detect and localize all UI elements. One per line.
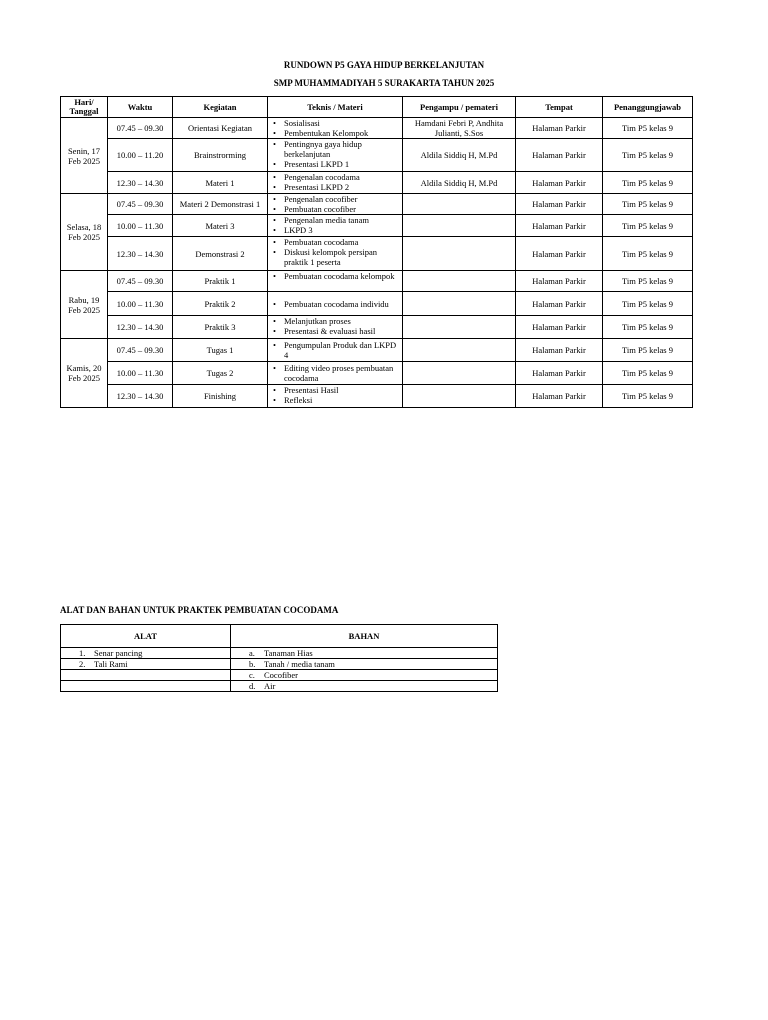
column-header: Penanggungjawab bbox=[603, 97, 693, 118]
activity-cell: Praktik 2 bbox=[173, 292, 268, 316]
column-header: Hari/ Tanggal bbox=[61, 97, 108, 118]
tempat-cell: Halaman Parkir bbox=[516, 385, 603, 408]
materi-list bbox=[272, 363, 400, 383]
materi-list bbox=[272, 215, 400, 235]
activity-cell: Praktik 1 bbox=[173, 271, 268, 292]
table-header-row bbox=[61, 97, 693, 118]
column-header: Teknis / Materi bbox=[268, 97, 403, 118]
table-row bbox=[61, 659, 498, 670]
time-cell: 12.30 – 14.30 bbox=[108, 385, 173, 408]
pengampu-cell bbox=[403, 194, 516, 215]
materi-item: • Diskusi kelompok persipan praktik 1 peserta bbox=[272, 247, 400, 267]
time-cell: 12.30 – 14.30 bbox=[108, 172, 173, 194]
tempat-cell: Halaman Parkir bbox=[516, 118, 603, 139]
materi-item: • Presentasi LKPD 2 bbox=[272, 182, 400, 192]
time-cell: 07.45 – 09.30 bbox=[108, 271, 173, 292]
pengampu-cell bbox=[403, 271, 516, 292]
materi-cell bbox=[268, 139, 403, 172]
list-marker: a. bbox=[249, 648, 255, 658]
table-row bbox=[61, 670, 498, 681]
table-row bbox=[61, 172, 693, 194]
materi-list bbox=[272, 340, 400, 360]
activity-cell: Materi 1 bbox=[173, 172, 268, 194]
bahan-cell bbox=[231, 681, 498, 692]
tempat-cell: Halaman Parkir bbox=[516, 292, 603, 316]
time-cell: 07.45 – 09.30 bbox=[108, 339, 173, 362]
list-marker: 1. bbox=[79, 648, 86, 658]
time-cell: 10.00 – 11.30 bbox=[108, 362, 173, 385]
time-cell: 12.30 – 14.30 bbox=[108, 237, 173, 271]
table-row bbox=[61, 362, 693, 385]
materi-item: • Editing video proses pembuatan cocodama bbox=[272, 363, 400, 383]
materi-list bbox=[272, 118, 400, 138]
materi-list bbox=[272, 299, 400, 309]
pj-cell: Tim P5 kelas 9 bbox=[603, 172, 693, 194]
materi-item: • Pembuatan cocodama bbox=[272, 237, 400, 247]
materi-list bbox=[272, 316, 400, 336]
activity-cell: Demonstrasi 2 bbox=[173, 237, 268, 271]
materi-cell bbox=[268, 215, 403, 237]
time-cell: 10.00 – 11.30 bbox=[108, 215, 173, 237]
table-row bbox=[61, 316, 693, 339]
materi-item: • Pembentukan Kelompok bbox=[272, 128, 400, 138]
tempat-cell: Halaman Parkir bbox=[516, 339, 603, 362]
table-row bbox=[61, 271, 693, 292]
activity-cell: Materi 3 bbox=[173, 215, 268, 237]
tempat-cell: Halaman Parkir bbox=[516, 316, 603, 339]
pengampu-cell bbox=[403, 339, 516, 362]
materi-cell bbox=[268, 237, 403, 271]
section-title: ALAT DAN BAHAN UNTUK PRAKTEK PEMBUATAN COCODAMA bbox=[60, 605, 339, 615]
materi-cell bbox=[268, 316, 403, 339]
pj-cell: Tim P5 kelas 9 bbox=[603, 139, 693, 172]
bahan-item: Air bbox=[264, 681, 276, 691]
materi-item: • Pengenalan media tanam bbox=[272, 215, 400, 225]
materi-item: • Sosialisasi bbox=[272, 118, 400, 128]
alat-cell bbox=[61, 648, 231, 659]
table-row bbox=[61, 139, 693, 172]
table-row bbox=[61, 194, 693, 215]
materi-cell bbox=[268, 271, 403, 292]
day-cell: Senin, 17 Feb 2025 bbox=[61, 118, 108, 194]
bahan-item: Tanah / media tanam bbox=[264, 659, 335, 669]
bahan-item: Cocofiber bbox=[264, 670, 298, 680]
table-row bbox=[61, 385, 693, 408]
bahan-cell bbox=[231, 670, 498, 681]
activity-cell: Brainstrorming bbox=[173, 139, 268, 172]
activity-cell: Materi 2 Demonstrasi 1 bbox=[173, 194, 268, 215]
materi-cell bbox=[268, 362, 403, 385]
materi-cell bbox=[268, 385, 403, 408]
tempat-cell: Halaman Parkir bbox=[516, 237, 603, 271]
pj-cell: Tim P5 kelas 9 bbox=[603, 316, 693, 339]
table-row bbox=[61, 339, 693, 362]
day-cell: Rabu, 19 Feb 2025 bbox=[61, 271, 108, 339]
activity-cell: Finishing bbox=[173, 385, 268, 408]
table-row bbox=[61, 118, 693, 139]
bahan-header: BAHAN bbox=[231, 625, 498, 648]
activity-cell: Tugas 1 bbox=[173, 339, 268, 362]
pengampu-cell bbox=[403, 385, 516, 408]
bahan-cell bbox=[231, 659, 498, 670]
alat-cell bbox=[61, 670, 231, 681]
alat-cell bbox=[61, 659, 231, 670]
document-subtitle: SMP MUHAMMADIYAH 5 SURAKARTA TAHUN 2025 bbox=[273, 78, 495, 88]
pengampu-cell bbox=[403, 237, 516, 271]
table-row bbox=[61, 237, 693, 271]
pengampu-cell: Hamdani Febri P, Andhita Julianti, S.Sos bbox=[403, 118, 516, 139]
materi-list bbox=[272, 385, 400, 405]
day-cell: Selasa, 18 Feb 2025 bbox=[61, 194, 108, 271]
pj-cell: Tim P5 kelas 9 bbox=[603, 385, 693, 408]
pengampu-cell: Aldila Siddiq H, M.Pd bbox=[403, 139, 516, 172]
alat-header: ALAT bbox=[61, 625, 231, 648]
column-header: Pengampu / pemateri bbox=[403, 97, 516, 118]
table-row bbox=[61, 215, 693, 237]
materi-item: • Pembuatan cocofiber bbox=[272, 204, 400, 214]
materi-list bbox=[272, 194, 400, 214]
pengampu-cell bbox=[403, 316, 516, 339]
alat-item: Senar pancing bbox=[94, 648, 143, 658]
column-header: Waktu bbox=[108, 97, 173, 118]
time-cell: 10.00 – 11.30 bbox=[108, 292, 173, 316]
materi-list bbox=[272, 237, 400, 267]
list-marker: c. bbox=[249, 670, 255, 680]
tempat-cell: Halaman Parkir bbox=[516, 215, 603, 237]
pengampu-cell bbox=[403, 362, 516, 385]
activity-cell: Orientasi Kegiatan bbox=[173, 118, 268, 139]
table-header-row bbox=[61, 625, 498, 648]
materi-list bbox=[272, 271, 400, 281]
document-title: RUNDOWN P5 GAYA HIDUP BERKELANJUTAN bbox=[283, 60, 485, 70]
materi-item: • Pentingnya gaya hidup berkelanjutan bbox=[272, 139, 400, 159]
pj-cell: Tim P5 kelas 9 bbox=[603, 237, 693, 271]
table-row bbox=[61, 292, 693, 316]
materi-item: • LKPD 3 bbox=[272, 225, 400, 235]
time-cell: 07.45 – 09.30 bbox=[108, 118, 173, 139]
pj-cell: Tim P5 kelas 9 bbox=[603, 194, 693, 215]
materi-item: • Presentasi Hasil bbox=[272, 385, 400, 395]
materi-item: • Presentasi LKPD 1 bbox=[272, 159, 400, 169]
pengampu-cell bbox=[403, 215, 516, 237]
activity-cell: Praktik 3 bbox=[173, 316, 268, 339]
materi-list bbox=[272, 139, 400, 169]
tempat-cell: Halaman Parkir bbox=[516, 194, 603, 215]
pj-cell: Tim P5 kelas 9 bbox=[603, 339, 693, 362]
materi-list bbox=[272, 172, 400, 192]
time-cell: 10.00 – 11.20 bbox=[108, 139, 173, 172]
pj-cell: Tim P5 kelas 9 bbox=[603, 362, 693, 385]
tempat-cell: Halaman Parkir bbox=[516, 139, 603, 172]
tempat-cell: Halaman Parkir bbox=[516, 271, 603, 292]
pj-cell: Tim P5 kelas 9 bbox=[603, 118, 693, 139]
pj-cell: Tim P5 kelas 9 bbox=[603, 271, 693, 292]
bahan-item: Tanaman Hias bbox=[264, 648, 313, 658]
list-marker: b. bbox=[249, 659, 256, 669]
bahan-cell bbox=[231, 648, 498, 659]
materi-item: • Pengenalan cocofiber bbox=[272, 194, 400, 204]
materi-item: • Melanjutkan proses bbox=[272, 316, 400, 326]
materi-item: • Pengenalan cocodama bbox=[272, 172, 400, 182]
materi-item: • Pembuatan cocodama kelompok bbox=[272, 271, 400, 281]
pj-cell: Tim P5 kelas 9 bbox=[603, 215, 693, 237]
materi-cell bbox=[268, 194, 403, 215]
list-marker: 2. bbox=[79, 659, 86, 669]
materi-cell bbox=[268, 118, 403, 139]
rundown-table bbox=[60, 96, 693, 408]
day-cell: Kamis, 20 Feb 2025 bbox=[61, 339, 108, 408]
tempat-cell: Halaman Parkir bbox=[516, 172, 603, 194]
materi-cell bbox=[268, 339, 403, 362]
table-row bbox=[61, 681, 498, 692]
materi-cell bbox=[268, 292, 403, 316]
column-header: Tempat bbox=[516, 97, 603, 118]
materi-item: • Pembuatan cocodama individu bbox=[272, 299, 400, 309]
materi-item: • Refleksi bbox=[272, 395, 400, 405]
time-cell: 07.45 – 09.30 bbox=[108, 194, 173, 215]
column-header: Kegiatan bbox=[173, 97, 268, 118]
alat-item: Tali Rami bbox=[94, 659, 128, 669]
time-cell: 12.30 – 14.30 bbox=[108, 316, 173, 339]
table-row bbox=[61, 648, 498, 659]
materi-item: • Presentasi & evaluasi hasil bbox=[272, 326, 400, 336]
materi-item: • Pengumpulan Produk dan LKPD 4 bbox=[272, 340, 400, 360]
activity-cell: Tugas 2 bbox=[173, 362, 268, 385]
pengampu-cell bbox=[403, 292, 516, 316]
materi-cell bbox=[268, 172, 403, 194]
pj-cell: Tim P5 kelas 9 bbox=[603, 292, 693, 316]
pengampu-cell: Aldila Siddiq H, M.Pd bbox=[403, 172, 516, 194]
tempat-cell: Halaman Parkir bbox=[516, 362, 603, 385]
materials-table bbox=[60, 624, 498, 692]
alat-cell bbox=[61, 681, 231, 692]
list-marker: d. bbox=[249, 681, 256, 691]
